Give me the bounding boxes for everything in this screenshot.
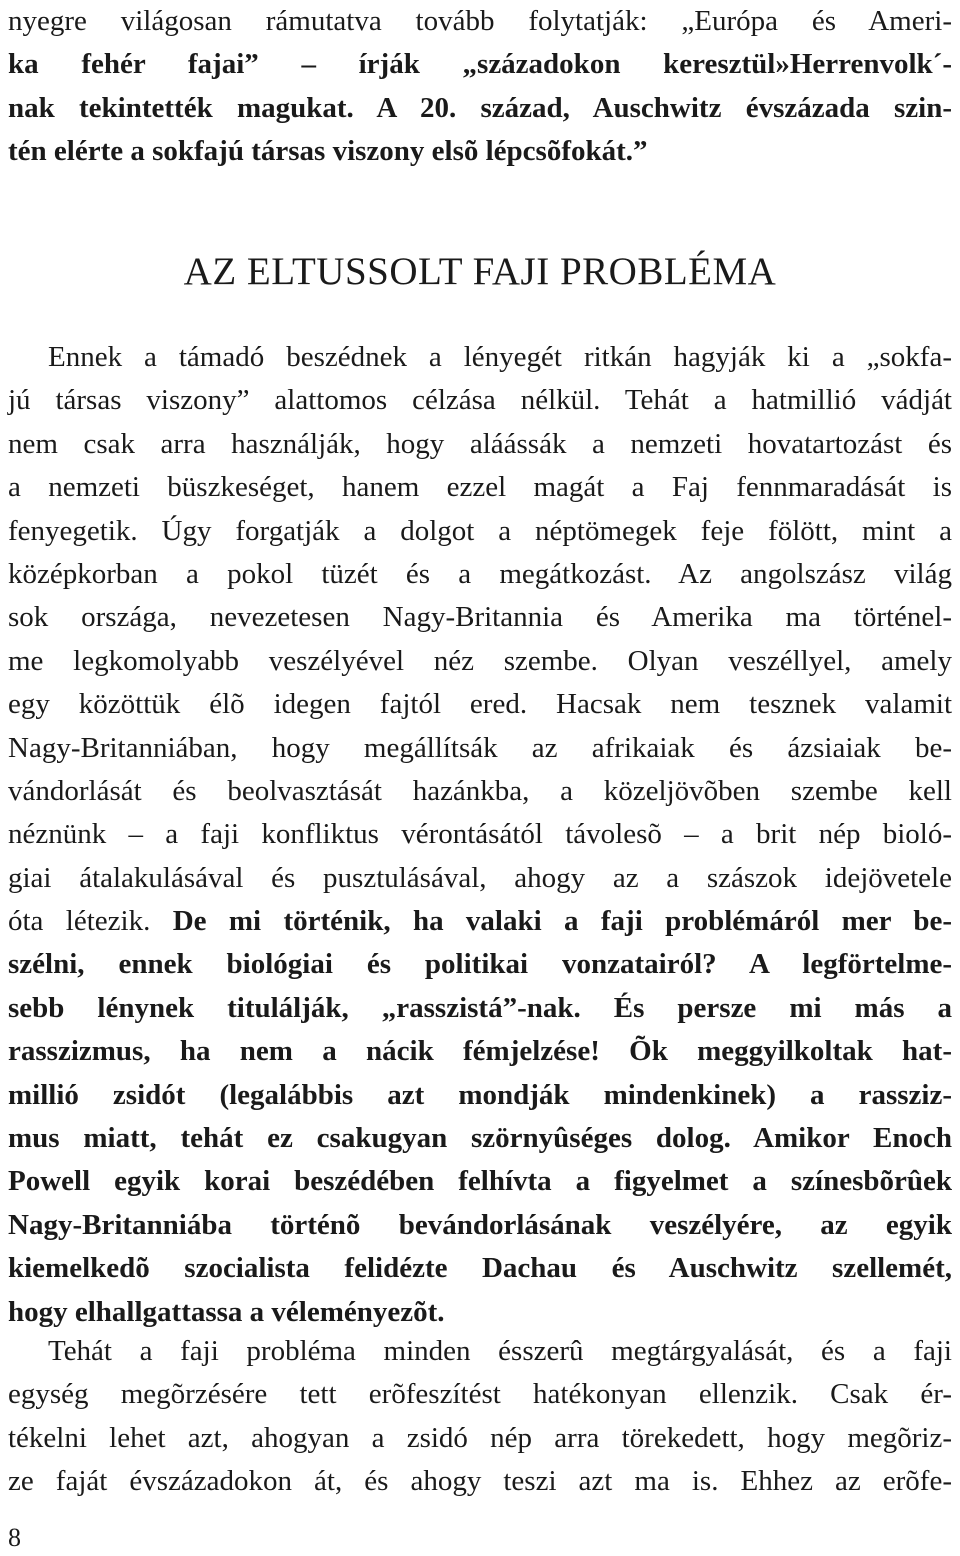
text-line: [8, 43, 952, 86]
text-run: nyegre világosan rámutatva tovább folytatják: „Európa és Ameri-: [8, 5, 952, 37]
text-line: [8, 1204, 952, 1247]
bold-text-run: ka fehér fajai” – írják „századokon keresztül»Herrenvolk´-: [8, 48, 952, 81]
text-line: [8, 1030, 952, 1073]
text-line: [8, 1247, 952, 1290]
text-line: [8, 857, 952, 900]
text-line: [8, 813, 952, 856]
text-line: [8, 900, 952, 943]
text-run: egység megõrzésére tett erõfeszítést hatékonyan ellenzik. Csak ér-: [8, 1378, 952, 1411]
text-line: [8, 640, 952, 683]
text-run: ze faját évszázadokon át, és ahogy teszi azt ma is. Ehhez az erõfe-: [8, 1465, 952, 1498]
bold-text-run: rasszizmus, ha nem a nácik fémjelzése! Õk meggyilkoltak hat-: [8, 1035, 952, 1068]
bold-text-run: szélni, ennek biológiai és politikai vonzatairól? A legförtelme-: [8, 948, 952, 981]
text-line: [8, 1117, 952, 1160]
bold-text-run: nak tekintették magukat. A 20. század, Auschwitz évszázada szin-: [8, 91, 952, 124]
text-line: [8, 1160, 952, 1203]
text-line: [8, 1373, 952, 1416]
text-line: [8, 553, 952, 596]
text-line: [8, 87, 952, 130]
text-run: egy közöttük élõ idegen fajtól ered. Hacsak nem tesznek valamit: [8, 688, 952, 721]
text-line: [8, 943, 952, 986]
page-number: 8: [8, 1523, 21, 1552]
bold-text-run: sebb lénynek titulálják, „rasszistá”-nak. És persze mi más a: [8, 991, 952, 1024]
text-line: [8, 1291, 952, 1334]
bold-text-run: Nagy-Britanniába történõ bevándorlásának veszélyére, az egyik: [8, 1208, 952, 1241]
text-line: [8, 770, 952, 813]
text-line: [8, 1460, 952, 1503]
text-run: a nemzeti büszkeséget, hanem ezzel magát a Faj fennmaradását is: [8, 471, 952, 504]
bold-text-run: Powell egyik korai beszédében felhívta a figyelmet a színesbõrûek: [8, 1165, 952, 1198]
text-line: [8, 683, 952, 726]
text-run: nem csak arra használják, hogy aláássák a nemzeti hovatartozást és: [8, 427, 952, 460]
paragraph-continued: [8, 0, 952, 174]
text-run: tékelni lehet azt, ahogyan a zsidó nép arra törekedett, hogy megõriz-: [8, 1421, 952, 1454]
text-line: [8, 0, 952, 43]
text-run: jú társas viszony” alattomos célzása nélkül. Tehát a hatmillió vádját: [8, 384, 952, 417]
bold-text-run: tén elérte a sokfajú társas viszony elsõ lépcsõfokát.”: [8, 135, 648, 168]
bold-text-run: hogy elhallgattassa a véleményezõt.: [8, 1295, 445, 1328]
text-line: [8, 423, 952, 466]
text-line: [8, 466, 952, 509]
text-run: giai átalakulásával és pusztulásával, ahogy az a szászok idejövetele: [8, 861, 952, 894]
text-line: [8, 1417, 952, 1460]
text-run: Tehát a faji probléma minden ésszerû megtárgyalását, és a faji: [48, 1335, 952, 1367]
text-line: [8, 727, 952, 770]
section-heading: AZ ELTUSSOLT FAJI PROBLÉMA: [183, 250, 777, 293]
text-run: Ennek a támadó beszédnek a lényegét ritkán hagyják ki a „sokfa-: [48, 341, 952, 373]
text-run: fenyegetik. Úgy forgatják a dolgot a néptömegek feje fölött, mint a: [8, 514, 952, 547]
paragraph-final: [8, 1330, 952, 1504]
bold-text-run: millió zsidót (legalábbis azt mondják mindenkinek) a rassziz-: [8, 1078, 952, 1111]
bold-text-run: De mi történik, ha valaki a faji problémáról mer be-: [172, 905, 953, 938]
text-line: [8, 1330, 952, 1373]
text-run: sok országa, nevezetesen Nagy-Britannia és Amerika ma történel-: [8, 601, 952, 634]
text-line: [8, 987, 952, 1030]
text-line: [8, 510, 952, 553]
text-line: [8, 596, 952, 639]
paragraph-main: [8, 336, 952, 1334]
text-run: óta létezik.: [8, 905, 173, 938]
text-run: középkorban a pokol tüzét és a megátkozást. Az angolszász világ: [8, 557, 952, 590]
text-run: Nagy-Britanniában, hogy megállítsák az afrikaiak és ázsiaiak be-: [8, 731, 952, 764]
text-run: vándorlását és beolvasztását hazánkba, a közeljövõben szembe kell: [8, 774, 952, 807]
text-run: me legkomolyabb veszélyével néz szembe. Olyan veszéllyel, amely: [8, 644, 952, 677]
text-run: néznünk – a faji konfliktus vérontásától távolesõ – a brit nép bioló-: [8, 818, 952, 851]
text-line: [8, 130, 952, 173]
bold-text-run: kiemelkedõ szocialista felidézte Dachau és Auschwitz szellemét,: [8, 1252, 952, 1285]
bold-text-run: mus miatt, tehát ez csakugyan szörnyûséges dolog. Amikor Enoch: [8, 1122, 952, 1155]
text-line: [8, 379, 952, 422]
text-line: [8, 336, 952, 379]
text-line: [8, 1074, 952, 1117]
